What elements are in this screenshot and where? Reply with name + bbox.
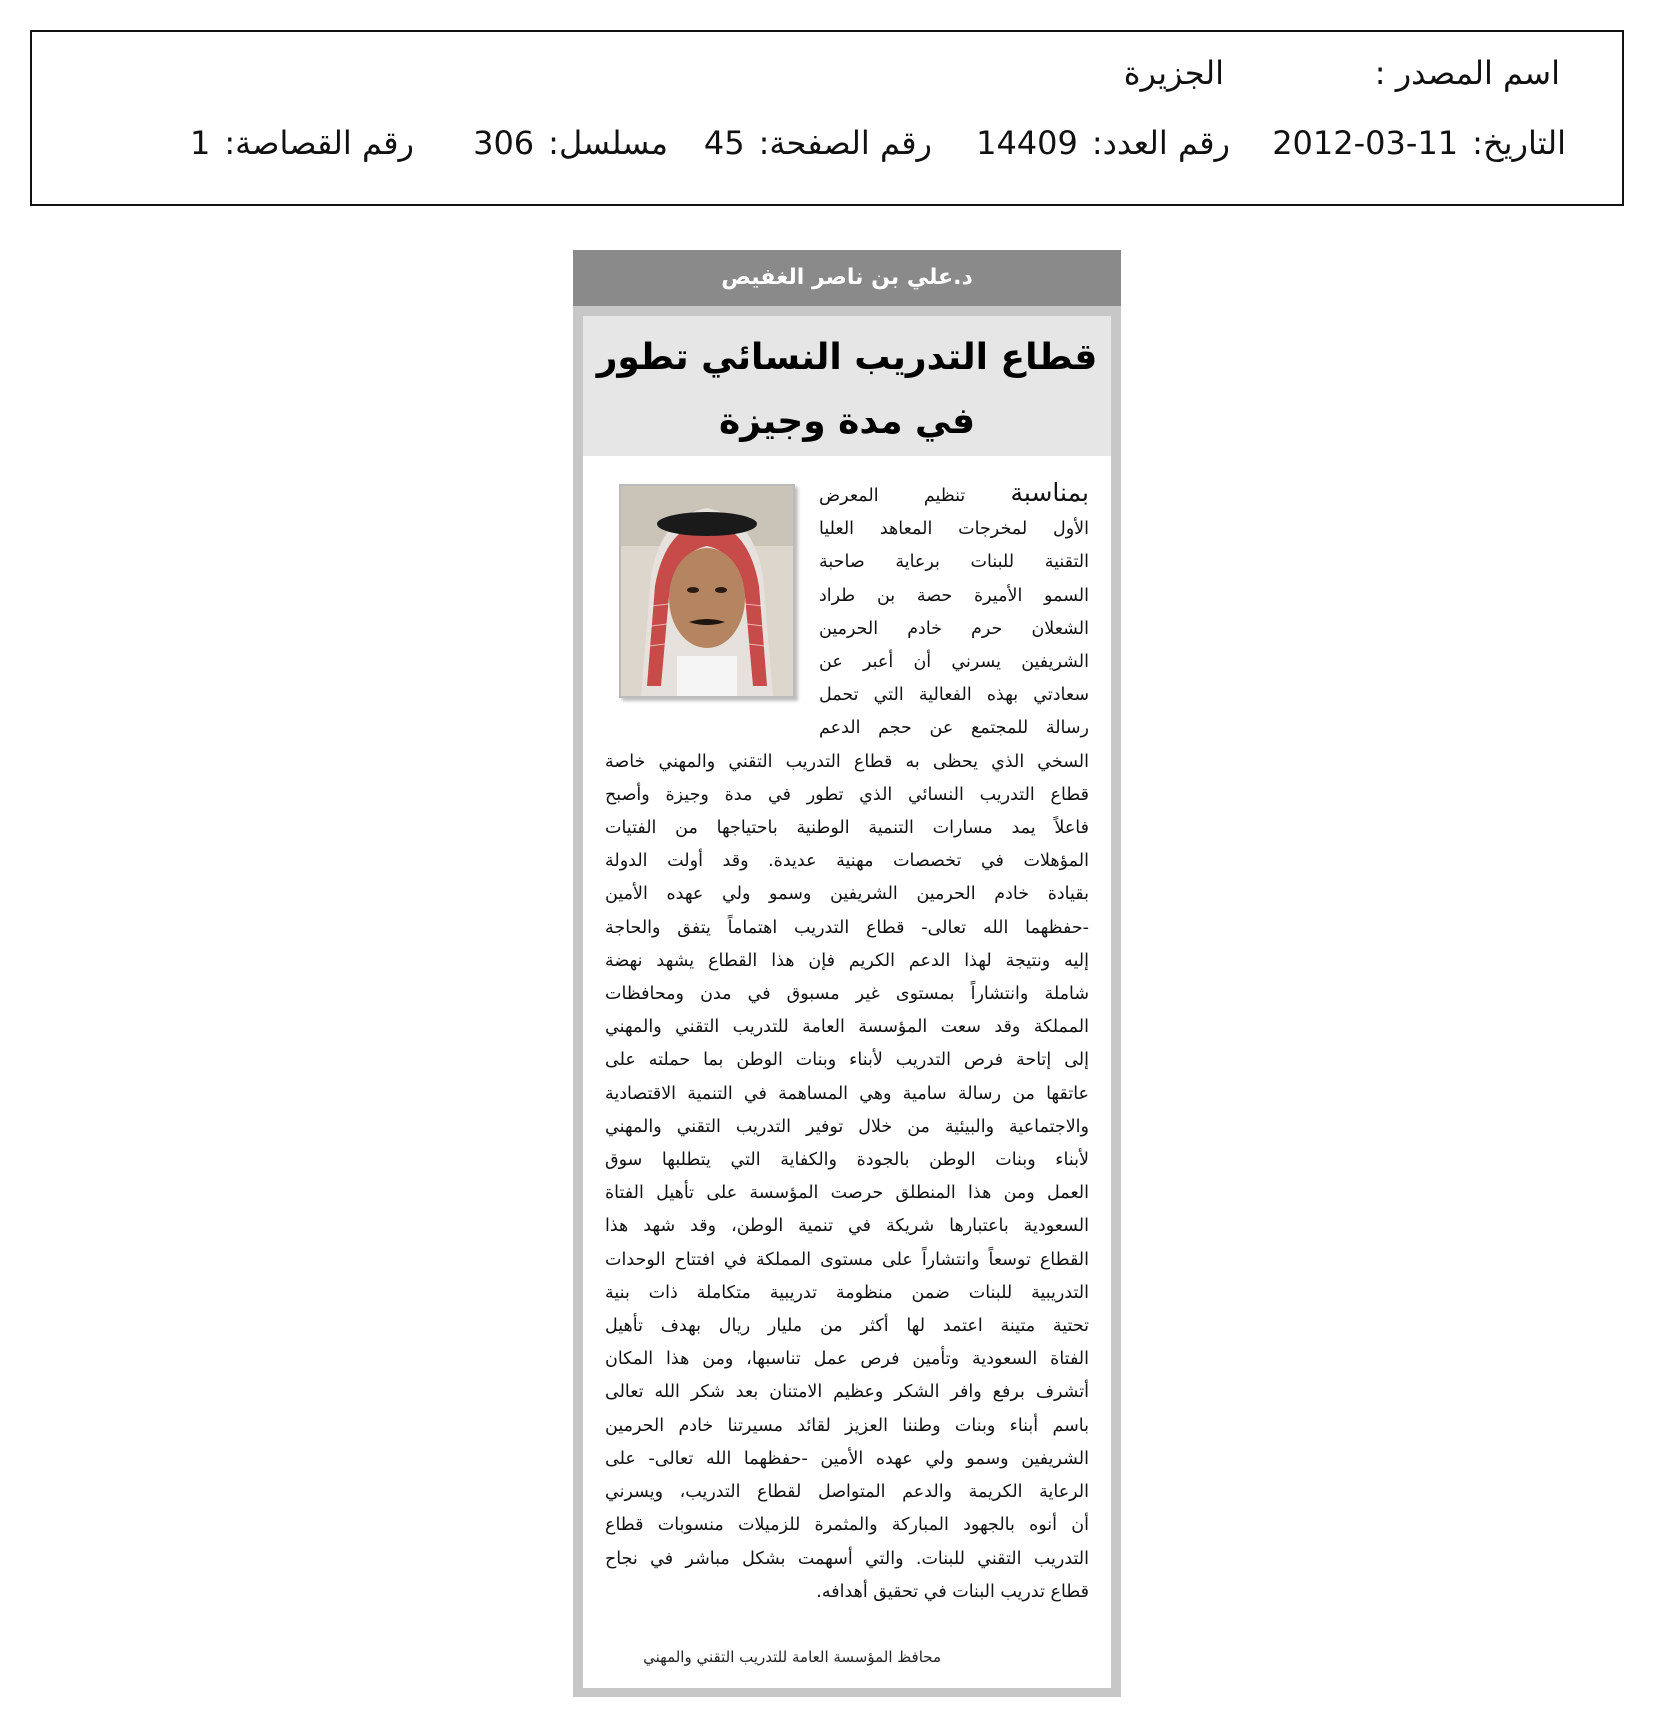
- body-line: التدريبية للبنات ضمن منظومة تدريبية متكاملة ذات بنية: [605, 1282, 1089, 1303]
- page-field: [704, 124, 932, 162]
- serial-value: 306: [473, 124, 535, 162]
- clipping-metadata-box: [30, 30, 1624, 206]
- headline-line-2: في مدة وجيزة: [718, 401, 976, 442]
- date-field: [1272, 124, 1566, 162]
- issue-field: [976, 124, 1230, 162]
- body-line: القطاع توسعاً وانتشاراً على مستوى المملكة في افتتاح الوحدات: [605, 1249, 1089, 1270]
- source-value-text: الجزيرة: [1123, 54, 1224, 92]
- body-line: العمل ومن هذا المنطلق حرصت المؤسسة على تأهيل الفتاة: [605, 1183, 1089, 1204]
- article-headline: [583, 316, 1111, 454]
- body-line: الشعلان حرم خادم الحرمين: [819, 618, 1089, 639]
- body-line: سعادتي بهذه الفعالية التي تحمل: [819, 685, 1089, 706]
- body-line: المؤهلات في تخصصات مهنية عديدة. وقد أولت الدولة: [605, 851, 1089, 872]
- body-line: أتشرف برفع وافر الشكر وعظيم الامتنان بعد شكر الله تعالى: [605, 1382, 1089, 1403]
- body-line: الرعاية الكريمة والدعم المتواصل لقطاع التدريب، ويسرني: [605, 1482, 1089, 1503]
- serial-field: [473, 124, 668, 162]
- body-line: الشريفين وسمو ولي عهده الأمين -حفظهما الله تعالى- على: [605, 1448, 1089, 1469]
- body-line: والاجتماعية والبيئية من خلال توفير التدريب التقني والمهني: [605, 1116, 1089, 1137]
- body-line: السمو الأميرة حصة بن طراد: [819, 585, 1089, 606]
- article-body-text: [605, 476, 1089, 1609]
- body-line: الشريفين يسرني أن أعبر عن: [819, 652, 1089, 673]
- issue-value: 14409: [976, 124, 1078, 162]
- body-line: بقيادة خادم الحرمين الشريفين وسمو ولي عهده الأمين: [605, 884, 1089, 905]
- page-label: رقم الصفحة:: [758, 124, 932, 162]
- body-line: أن أنوه بالجهود المباركة والمثمرة للزميلات منسوبات قطاع: [605, 1515, 1089, 1536]
- source-label-text: اسم المصدر :: [1374, 54, 1560, 92]
- body-line: لأبناء وبنات الوطن بالجودة والكفاية التي يتطلبها سوق: [605, 1150, 1089, 1171]
- body-line: قطاع التدريب النسائي الذي تطور في مدة وجيزة وأصبح: [605, 784, 1089, 805]
- body-line: إلى إتاحة فرص التدريب لأبناء وبنات الوطن بما حملته على: [605, 1050, 1089, 1071]
- headline-box: [583, 316, 1111, 456]
- body-line: الأول لمخرجات المعاهد العليا: [819, 519, 1089, 540]
- body-line: تحتية متينة اعتمد لها أكثر من مليار ريال بهدف تأهيل: [605, 1316, 1089, 1337]
- clip-number-value: 1: [189, 124, 211, 162]
- article-clipping: [573, 250, 1121, 1697]
- issue-label: رقم العدد:: [1091, 124, 1230, 162]
- body-line: رسالة للمجتمع عن حجم الدعم: [819, 718, 1089, 739]
- body-line: التقنية للبنات برعاية صاحبة: [819, 552, 1089, 573]
- page-value: 45: [703, 124, 745, 162]
- body-line-text: تنظيم المعرض: [819, 486, 1011, 506]
- body-line: المملكة وقد سعت المؤسسة العامة للتدريب التقني والمهني: [605, 1017, 1089, 1038]
- body-line: فاعلاً يمد مسارات التنمية الوطنية باحتياجها من الفتيات: [605, 818, 1089, 839]
- clip-number-label: رقم القصاصة:: [224, 124, 414, 162]
- clip-number-field: [190, 124, 414, 162]
- author-byline: د.علي بن ناصر الغفيص: [573, 250, 1121, 306]
- body-line: السخي الذي يحظى به قطاع التدريب التقني والمهني خاصة: [605, 751, 1089, 772]
- date-label: التاريخ:: [1472, 124, 1566, 162]
- headline-line-1: قطاع التدريب النسائي تطور: [596, 337, 1098, 378]
- body-line: الفتاة السعودية وتأمين فرص عمل تناسبها، ومن هذا المكان: [605, 1349, 1089, 1370]
- body-line: [819, 476, 1089, 513]
- body-line: عاتقها من رسالة سامية وهي المساهمة في التنمية الاقتصادية: [605, 1083, 1089, 1104]
- body-line: باسم أبناء وبنات وطننا العزيز لقائد مسيرتنا خادم الحرمين: [605, 1415, 1089, 1436]
- source-value: [1124, 54, 1224, 92]
- body-line: -حفظهما الله تعالى- قطاع التدريب اهتماماً يتفق والحاجة: [605, 917, 1089, 938]
- author-title-signature: محافظ المؤسسة العامة للتدريب التقني والمهني: [643, 1648, 941, 1666]
- article-body-panel: [583, 316, 1111, 1688]
- source-label: [1375, 54, 1560, 92]
- body-line: قطاع تدريب البنات في تحقيق أهدافه.: [816, 1581, 1089, 1602]
- serial-label: مسلسل:: [548, 124, 668, 162]
- lead-word: بمناسبة: [1010, 478, 1089, 507]
- body-line: إليه ونتيجة لهذا الدعم الكريم فإن هذا القطاع يشهد نهضة: [605, 950, 1089, 971]
- body-line: التدريب التقني للبنات. والتي أسهمت بشكل مباشر في نجاح: [605, 1548, 1089, 1569]
- body-line: شاملة وانتشاراً بمستوى غير مسبوق في مدن ومحافظات: [605, 984, 1089, 1005]
- date-value: 2012-03-11: [1272, 124, 1459, 162]
- body-line: السعودية باعتبارها شريكة في تنمية الوطن، وقد شهد هذا: [605, 1216, 1089, 1237]
